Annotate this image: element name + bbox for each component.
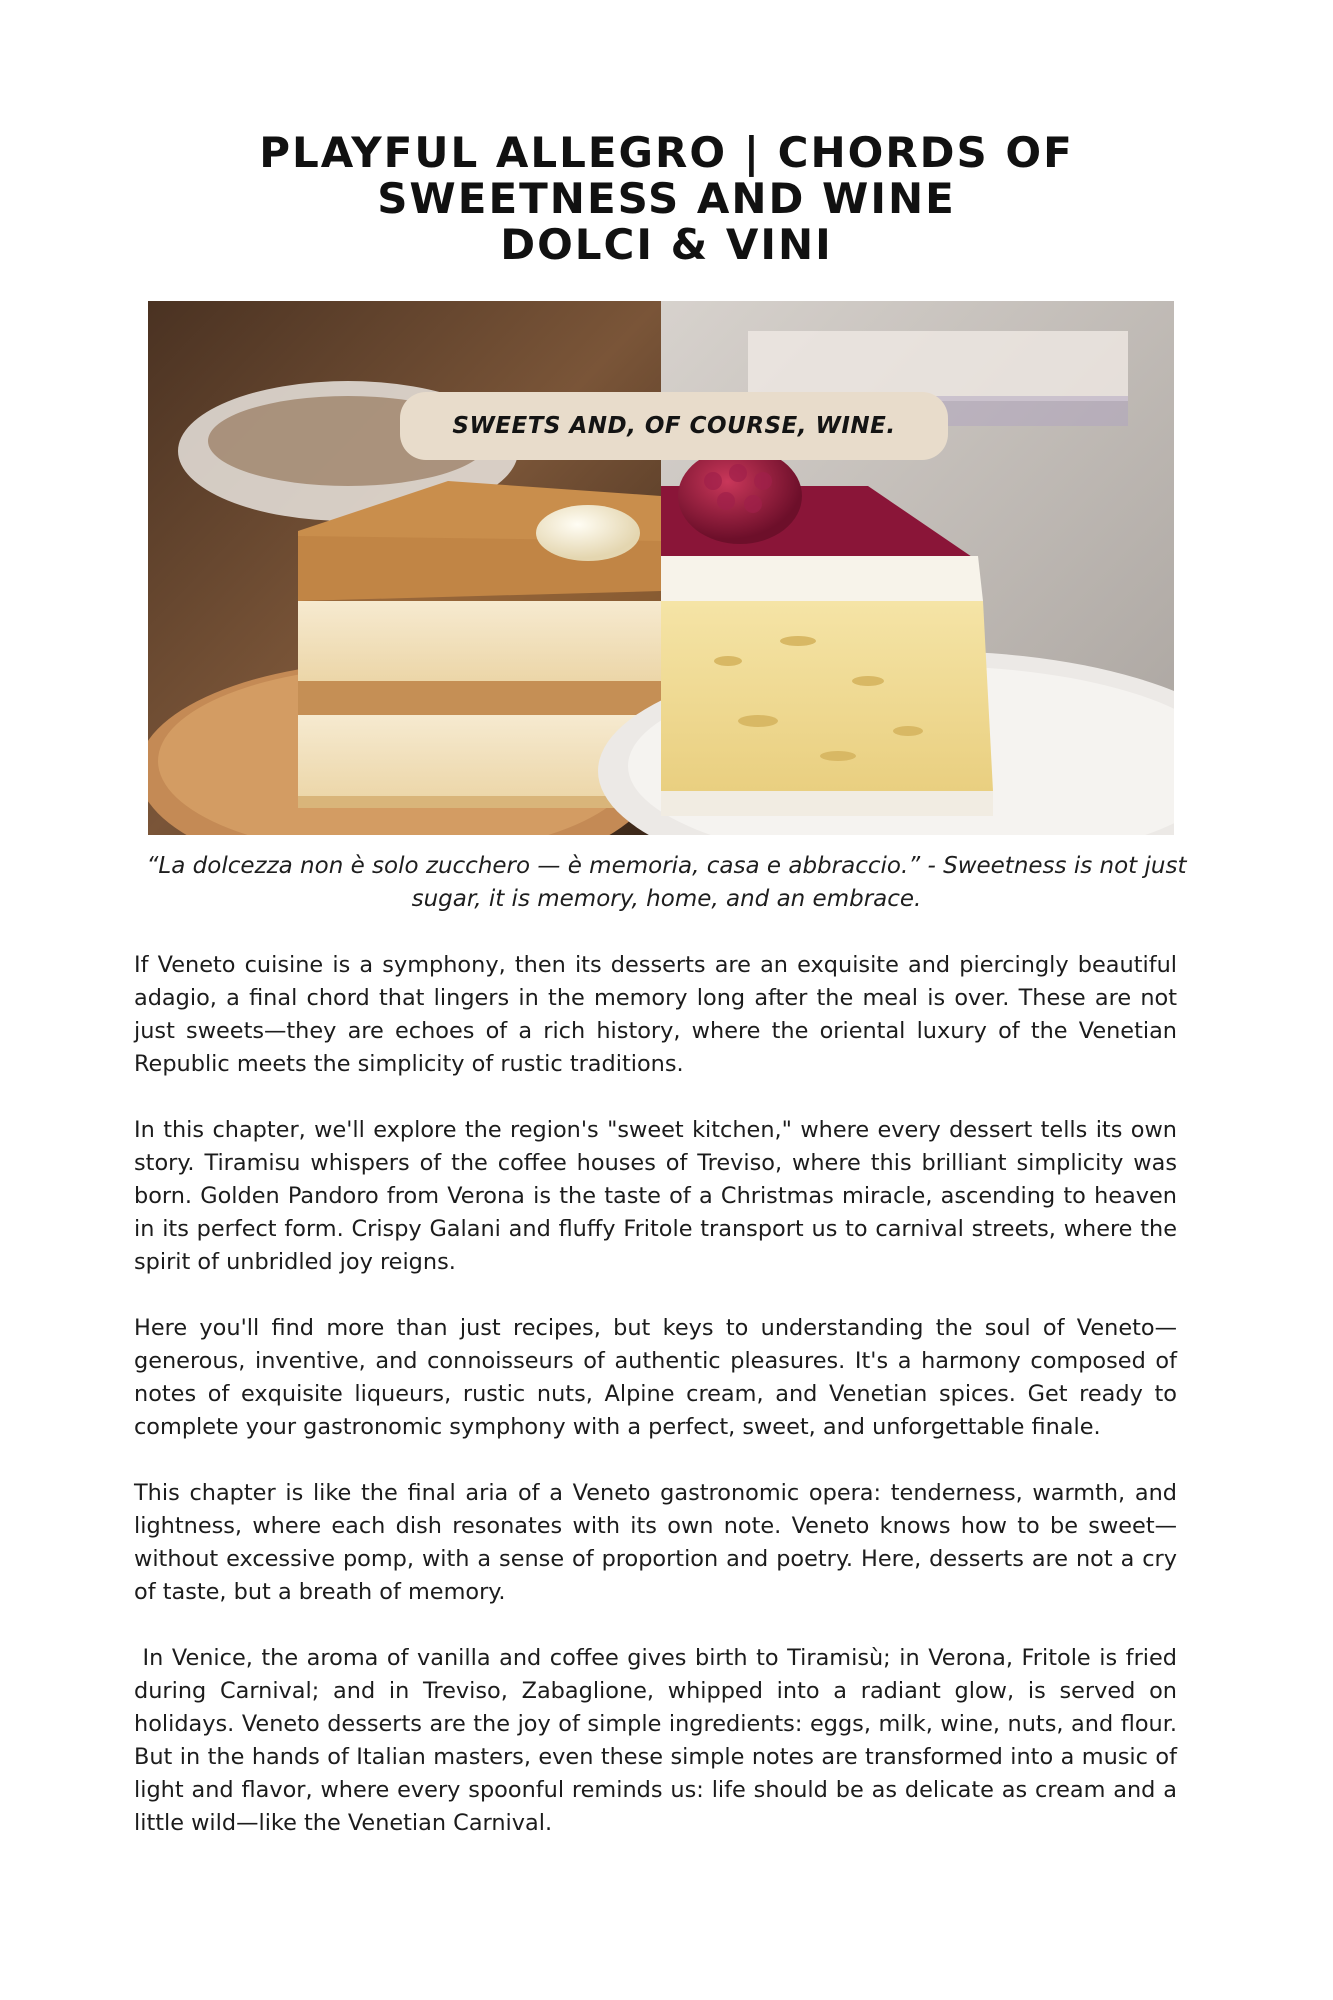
cream-ball bbox=[536, 505, 640, 561]
paragraph-4: This chapter is like the final aria of a Veneto gastronomic opera: tenderness, warmth, and lightness, where each dish resonates with its own note. Veneto knows how to be sweet—without excessive pomp, with a sense of proportion and poetry. Here, desserts are not a cry of taste, but a breath of memory. bbox=[134, 1480, 1185, 1605]
page-title bbox=[0, 130, 1333, 268]
quote-caption: “La dolcezza non è solo zucchero — è memoria, casa e abbraccio.” - Sweetness is not just sugar, it is memory, home, and an embrace. bbox=[146, 853, 1187, 912]
photo-banner: SWEETS AND, OF COURSE, WINE. bbox=[400, 392, 948, 460]
title-line-3: DOLCI & VINI bbox=[500, 220, 833, 269]
paragraph-5: In Venice, the aroma of vanilla and coffee gives birth to Tiramisù; in Verona, Fritole is fried during Carnival; and in Treviso, Zabaglione, whipped into a radiant glow, is served on holidays. Veneto desserts are the joy of simple ingredients: eggs, milk, wine, nuts, and flour. But in the hands of Italian masters, even these simple notes are transformed into a music of light and flavor, where every spoonful reminds us: life should be as delicate as cream and a little wild—like the Venetian Carnival. bbox=[134, 1645, 1185, 1836]
title-line-1: PLAYFUL ALLEGRO | CHORDS OF bbox=[259, 128, 1074, 177]
raspberry bbox=[678, 448, 802, 544]
custard-layer bbox=[298, 601, 661, 681]
title-line-2: SWEETNESS AND WINE bbox=[377, 174, 956, 223]
caramel-layer bbox=[298, 681, 661, 715]
paragraph-3: Here you'll find more than just recipes, but keys to understanding the soul of Veneto—generous, inventive, and connoisseurs of authentic pleasures. It's a harmony composed of notes of exquisite liqueurs, rustic nuts, Alpine cream, and Venetian spices. Get ready to complete your gastronomic symphony with a perfect, sweet, and unforgettable finale. bbox=[134, 1315, 1185, 1440]
chapter-body bbox=[134, 949, 1185, 1873]
dessert-illustration bbox=[148, 301, 1174, 835]
dessert-photo bbox=[148, 301, 1174, 835]
cream-layer bbox=[661, 556, 983, 601]
paragraph-2: In this chapter, we'll explore the region's "sweet kitchen," where every dessert tells its own story. Tiramisu whispers of the coffee houses of Treviso, where this brilliant simplicity was born. Golden Pandoro from Verona is the taste of a Christmas miracle, ascending to heaven in its perfect form. Crispy Galani and fluffy Fritole transport us to carnival streets, where the spirit of unbridled joy reigns. bbox=[134, 1117, 1185, 1275]
sponge-layer bbox=[661, 601, 993, 791]
paragraph-1: If Veneto cuisine is a symphony, then its desserts are an exquisite and piercingly beautiful adagio, a final chord that lingers in the memory long after the meal is over. These are not just sweets—they are echoes of a rich history, where the oriental luxury of the Venetian Republic meets the simplicity of rustic traditions. bbox=[134, 952, 1185, 1077]
